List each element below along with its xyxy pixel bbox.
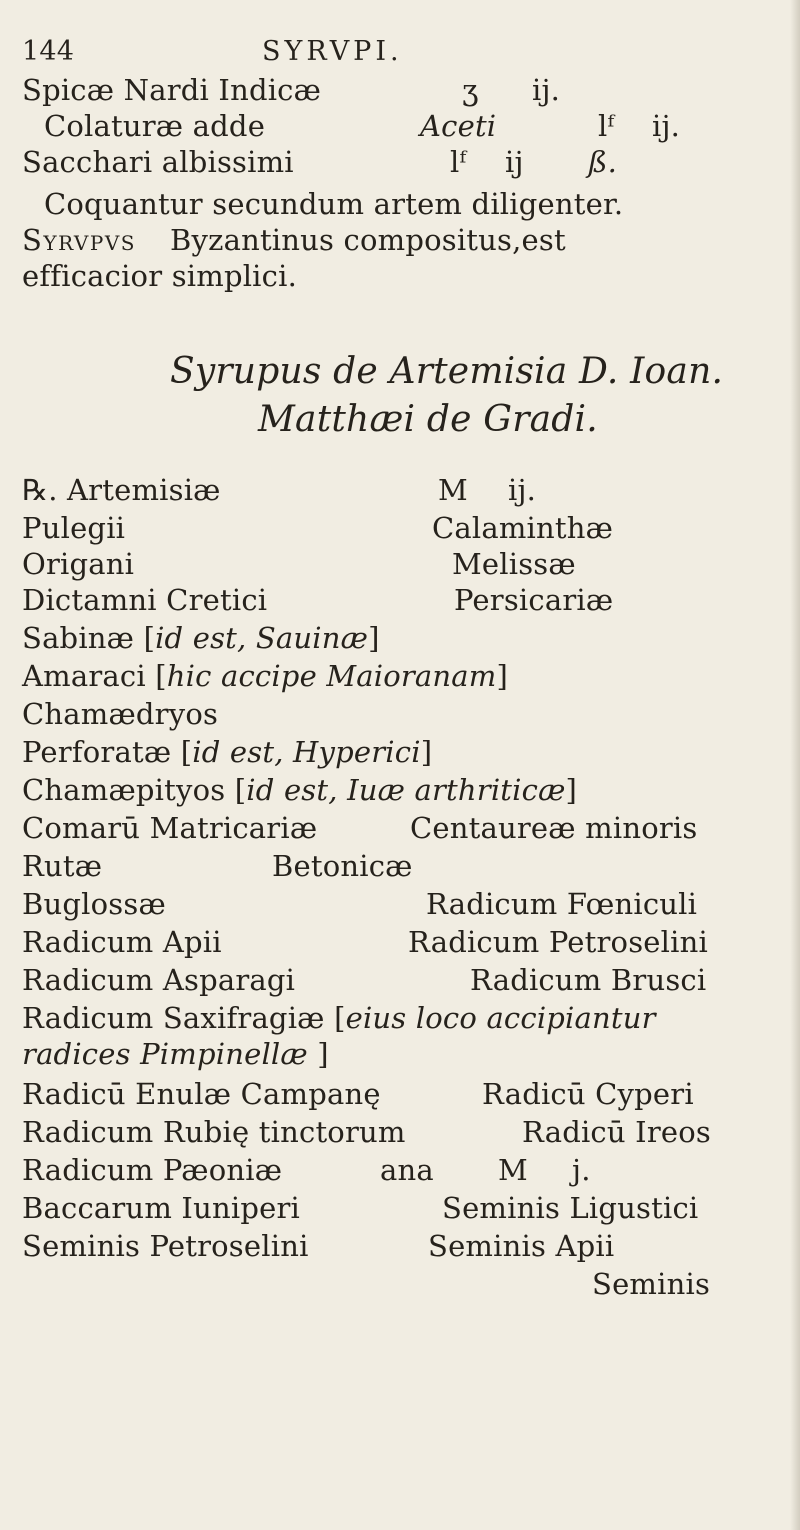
quantity: ß. <box>588 145 617 179</box>
ingredient: Radicū Cyperi <box>482 1077 694 1111</box>
quantity: j. <box>572 1153 591 1187</box>
catchword: Seminis <box>592 1267 711 1301</box>
ingredient: Sabinæ <box>22 621 135 655</box>
ingredient: Betonicæ <box>272 849 413 883</box>
unit-symbol: M <box>438 473 468 507</box>
ingredient: Buglossæ <box>22 887 166 921</box>
ingredient: Persicariæ <box>454 583 614 617</box>
ingredient: Origani <box>22 547 135 581</box>
note: eius loco accipiantur <box>345 1001 656 1035</box>
ingredient: Chamædryos <box>22 697 219 731</box>
ingredient: Dictamni Cretici <box>22 583 268 617</box>
text-line: efficacior simplici. <box>22 259 297 293</box>
ana-word: ana <box>380 1153 434 1187</box>
text-line: Spicæ Nardi Indicæ <box>22 73 322 107</box>
note: id est, Iuæ arthriticæ <box>246 773 566 807</box>
unit-symbol: lᶠ <box>450 145 467 179</box>
ingredient: Radicum Rubię tinctorum <box>22 1115 406 1149</box>
ingredient-with-note <box>22 772 577 808</box>
unit-symbol: M <box>498 1153 528 1187</box>
ingredient-with-note <box>22 620 380 656</box>
bracket: [ <box>155 659 167 693</box>
small-caps-word: Syrvpvs <box>22 223 136 257</box>
ingredient: Calaminthæ <box>432 511 614 545</box>
dram-symbol: ʒ <box>462 73 479 107</box>
ingredient: Melissæ <box>452 547 576 581</box>
quantity: ij. <box>652 109 681 143</box>
section-heading: Matthæi de Gradi. <box>258 399 598 440</box>
quantity: ij. <box>532 73 561 107</box>
ingredient: Chamæpityos <box>22 773 226 807</box>
ingredient: Radicum Pæoniæ <box>22 1153 283 1187</box>
text-line: Aceti <box>420 109 497 143</box>
ingredient: Amaraci <box>22 659 146 693</box>
page-number: 144 <box>22 36 75 67</box>
note: id est, Hyperici <box>192 735 421 769</box>
ingredient: Radicum Petroselini <box>408 925 708 959</box>
ingredient: Comarū Matricariæ <box>22 811 318 845</box>
bracket: ] <box>565 773 578 807</box>
ingredient: Pulegii <box>22 511 126 545</box>
bracket: ] <box>317 1037 329 1071</box>
note: id est, Sauinæ <box>155 621 369 655</box>
text-line: Colaturæ adde <box>44 109 266 143</box>
bracket: [ <box>234 773 247 807</box>
ingredient: Seminis Petroselini <box>22 1229 309 1263</box>
bracket: ] <box>368 621 380 655</box>
text-line: Byzantinus compositus,est <box>170 223 566 257</box>
quantity: ij <box>505 145 524 179</box>
ingredient: ℞. Artemisiæ <box>22 473 221 507</box>
ingredient: Rutæ <box>22 849 103 883</box>
section-heading: Syrupus de Artemisia D. Ioan. <box>170 351 724 392</box>
ingredient: Radicū Ireos <box>522 1115 711 1149</box>
ingredient: Radicum Saxifragiæ <box>22 1001 325 1035</box>
bracket: ] <box>496 659 509 693</box>
note: hic accipe Maioranam <box>166 659 497 693</box>
note-continuation <box>22 1036 329 1072</box>
bracket: [ <box>334 1001 346 1035</box>
note: radices Pimpinellæ <box>22 1037 308 1071</box>
bracket: [ <box>143 621 156 655</box>
running-head: SYRVPI. <box>262 36 403 67</box>
unit-symbol: lᶠ <box>598 109 615 143</box>
page-edge-shadow <box>790 0 800 1530</box>
ingredient: Radicū Enulæ Campanę <box>22 1077 381 1111</box>
ingredient: Radicum Asparagi <box>22 963 296 997</box>
text-line: Coquantur secundum artem diligenter. <box>44 187 624 221</box>
text-line: Sacchari albissimi <box>22 145 294 179</box>
bracket: ] <box>420 735 433 769</box>
ingredient-with-note <box>22 734 432 770</box>
ingredient: Radicum Brusci <box>470 963 707 997</box>
ingredient: Seminis Apii <box>428 1229 615 1263</box>
ingredient: Radicum Fœniculi <box>426 887 698 921</box>
ingredient: Perforatæ <box>22 735 172 769</box>
ingredient: Baccarum Iuniperi <box>22 1191 300 1225</box>
ingredient: Radicum Apii <box>22 925 222 959</box>
ingredient: Seminis Ligustici <box>442 1191 699 1225</box>
quantity: ij. <box>508 473 537 507</box>
ingredient-with-note <box>22 1000 656 1036</box>
ingredient-with-note <box>22 658 508 694</box>
bracket: [ <box>180 735 193 769</box>
ingredient: Centaureæ minoris <box>410 811 698 845</box>
